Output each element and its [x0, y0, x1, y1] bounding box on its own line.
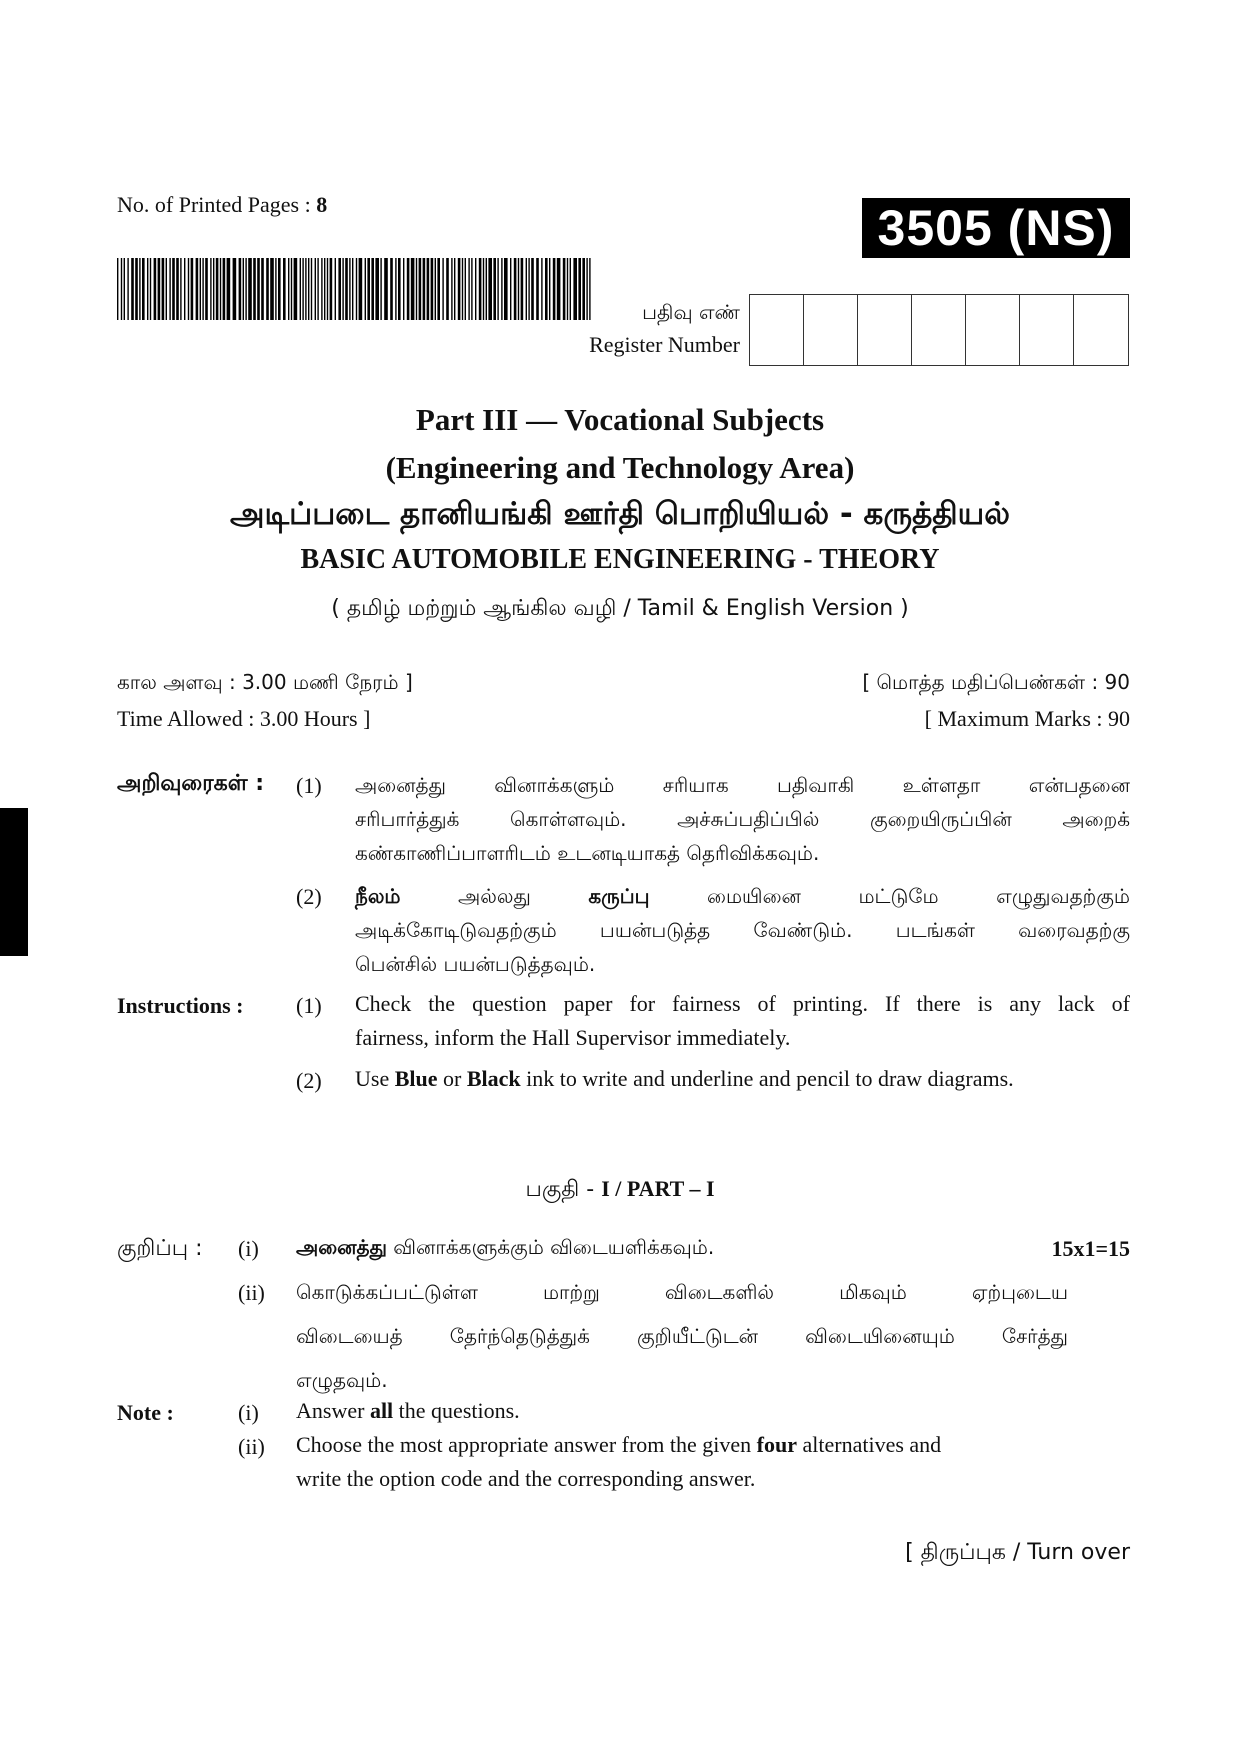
instruction-ta-2-line	[355, 879, 1130, 913]
text-fragment: the questions.	[393, 1398, 520, 1423]
note-ta-2-line: கொடுக்கப்பட்டுள்ள மாற்று விடைகளில் மிகவும் ஏற்புடைய	[296, 1280, 1068, 1304]
four-word: four	[756, 1432, 797, 1457]
text-fragment: அல்லது	[400, 884, 589, 908]
instruction-ta-1-line: கண்காணிப்பாளரிடம் உடனடியாகத் தெரிவிக்கவும்.	[355, 841, 820, 865]
instruction-ta-2-line: பென்சில் பயன்படுத்தவும்.	[355, 952, 596, 976]
instruction-en-2	[355, 1062, 1130, 1096]
note-label: Note :	[117, 1400, 174, 1425]
note-ta-2-line: விடையைத் தேர்ந்தெடுத்துக் குறியீட்டுடன் விடையினையும் சேர்த்து	[296, 1324, 1068, 1348]
note-ta-2	[296, 1270, 1068, 1402]
black-word-ta: கருப்பு	[588, 884, 650, 908]
instruction-en-1-line: fairness, inform the Hall Supervisor immediately.	[355, 1025, 791, 1050]
maximum-marks-ta: [ மொத்த மதிப்பெண்கள் : 90	[862, 670, 1130, 694]
register-number-box[interactable]	[1074, 295, 1128, 365]
text-fragment: alternatives and	[797, 1432, 942, 1457]
instruction-en-2-number: (2)	[296, 1068, 322, 1093]
paper-code: 3505 (NS)	[862, 198, 1130, 258]
register-number-box[interactable]	[804, 295, 858, 365]
instruction-en-1-line: Check the question paper for fairness of printing. If there is any lack of	[355, 991, 1130, 1016]
note-ta-2-number: (ii)	[238, 1280, 265, 1305]
register-number-box[interactable]	[966, 295, 1020, 365]
time-allowed: Time Allowed : 3.00 Hours ]	[117, 706, 371, 731]
text-fragment: Choose the most appropriate answer from the given	[296, 1432, 757, 1457]
note-ta-2-line: எழுதவும்.	[296, 1368, 388, 1392]
instructions-label-ta: அறிவுரைகள் :	[117, 771, 264, 796]
text-fragment: மையினை மட்டுமே எழுதுவதற்கும்	[649, 884, 1130, 908]
register-number-label-ta: பதிவு எண்	[642, 300, 740, 324]
register-number-box[interactable]	[750, 295, 804, 365]
instruction-ta-1-number: (1)	[296, 773, 322, 798]
title-part: Part III — Vocational Subjects	[415, 402, 825, 437]
part-heading-en: I / PART – I	[601, 1176, 715, 1201]
instruction-ta-2-line: அடிக்கோடிடுவதற்கும் பயன்படுத்த வேண்டும். படங்கள் வரைவதற்கு	[355, 918, 1130, 942]
title-subject: BASIC AUTOMOBILE ENGINEERING - THEORY	[300, 544, 940, 575]
text-fragment: ink to write and underline and pencil to draw diagrams.	[520, 1066, 1014, 1091]
part-score: 15x1=15	[1051, 1236, 1130, 1261]
turn-over-note: [ திருப்புக / Turn over	[905, 1540, 1130, 1565]
barcode-image	[117, 258, 593, 320]
note-ta-1-number: (i)	[238, 1236, 259, 1261]
note-en-1-number: (i)	[238, 1400, 259, 1425]
instruction-ta-1	[355, 768, 1130, 870]
register-number-boxes[interactable]	[749, 294, 1129, 366]
text-fragment: or	[437, 1066, 467, 1091]
all-word: all	[369, 1398, 394, 1423]
note-ta-1	[296, 1230, 714, 1264]
instruction-en-1	[355, 987, 1130, 1055]
register-number-box[interactable]	[858, 295, 912, 365]
time-allowed-ta: கால அளவு : 3.00 மணி நேரம் ]	[117, 670, 413, 694]
note-en-1	[296, 1394, 520, 1428]
register-number-box[interactable]	[1020, 295, 1074, 365]
blue-word: Blue	[394, 1066, 438, 1091]
text-fragment: Answer	[296, 1398, 370, 1423]
black-word: Black	[466, 1066, 521, 1091]
all-word-ta: அனைத்து	[296, 1235, 387, 1259]
part-heading	[0, 1176, 1240, 1205]
note-en-2-line	[296, 1428, 1068, 1462]
text-fragment: Use	[355, 1066, 395, 1091]
instructions-label: Instructions :	[117, 993, 244, 1018]
printed-pages-info	[117, 192, 327, 218]
margin-black-bar	[0, 808, 28, 956]
title-version: ( தமிழ் மற்றும் ஆங்கில வழி / Tamil & English Version )	[331, 596, 909, 621]
instruction-en-1-number: (1)	[296, 993, 322, 1018]
register-number-label: Register Number	[589, 332, 740, 357]
printed-pages-value: 8	[316, 192, 328, 217]
printed-pages-label: No. of Printed Pages :	[117, 192, 311, 217]
title-area: (Engineering and Technology Area)	[385, 450, 855, 485]
instruction-ta-1-line: சரிபார்த்துக் கொள்ளவும். அச்சுப்பதிப்பில் குறையிருப்பின் அறைக்	[355, 807, 1130, 831]
text-fragment: வினாக்களுக்கும் விடையளிக்கவும்.	[386, 1235, 715, 1259]
instruction-ta-1-line: அனைத்து வினாக்களும் சரியாக பதிவாகி உள்ளதா என்பதனை	[355, 773, 1130, 797]
note-label-ta: குறிப்பு :	[117, 1236, 203, 1261]
part-heading-ta: பகுதி -	[525, 1177, 602, 1202]
maximum-marks: [ Maximum Marks : 90	[924, 706, 1130, 731]
instruction-ta-2	[355, 879, 1130, 981]
note-en-2-number: (ii)	[238, 1434, 265, 1459]
instruction-ta-2-number: (2)	[296, 884, 322, 909]
blue-word-ta: நீலம்	[355, 884, 401, 908]
note-en-2	[296, 1428, 1068, 1496]
title-subject-ta: அடிப்படை தானியங்கி ஊர்தி பொறியியல் - கருத்தியல்	[230, 496, 1010, 532]
register-number-box[interactable]	[912, 295, 966, 365]
note-en-2-line: write the option code and the corresponding answer.	[296, 1466, 756, 1491]
